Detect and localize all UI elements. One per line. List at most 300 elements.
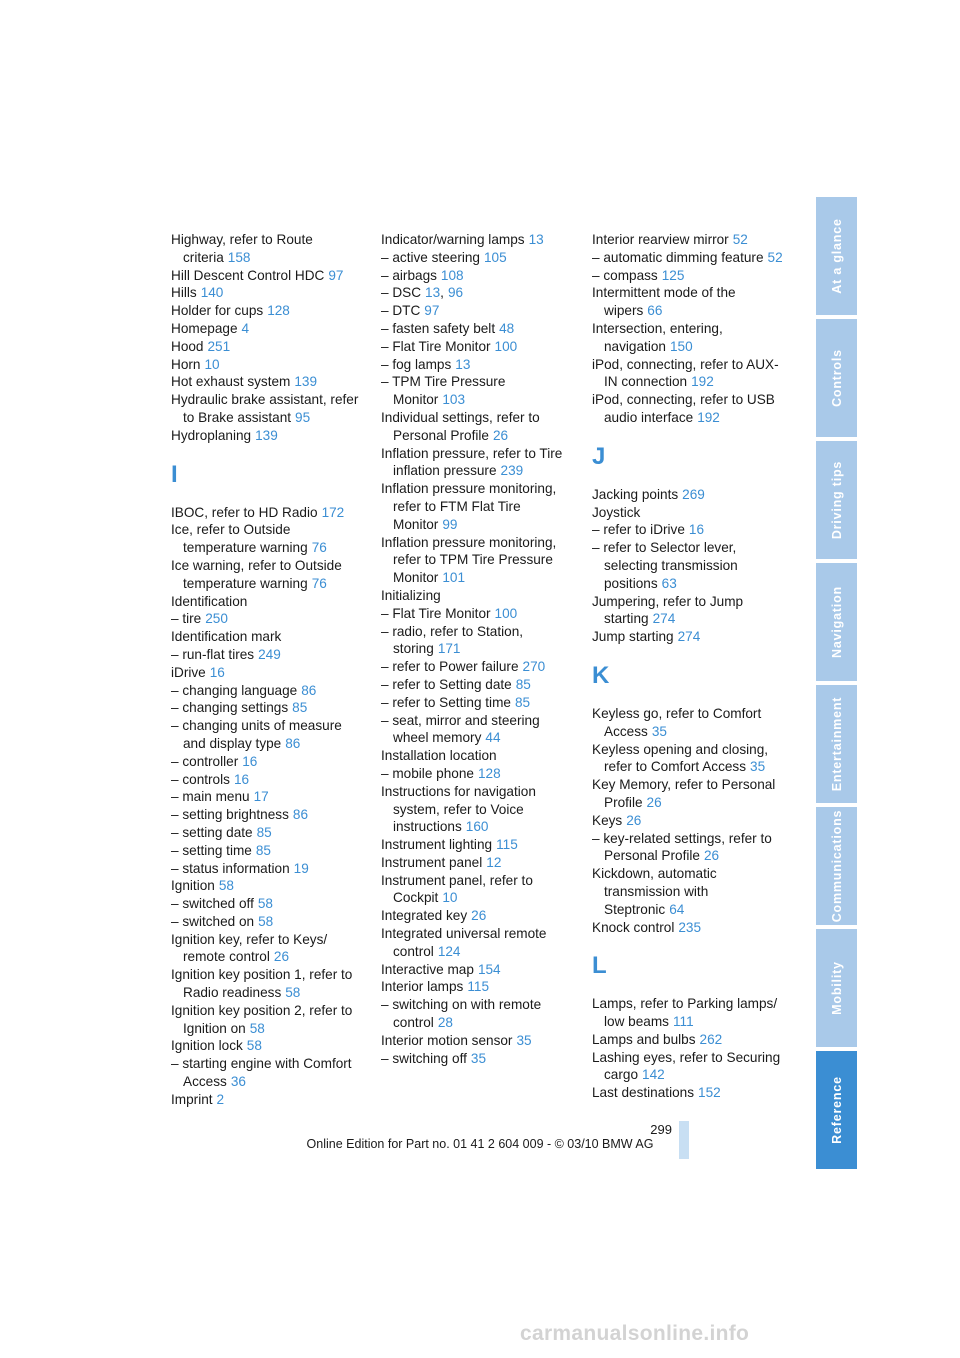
index-entry-text: IBOC, refer to HD Radio [171,504,318,520]
index-entry-text: Ignition [171,878,215,894]
index-entry [592,284,787,320]
index-entry [171,557,366,593]
page-reference-link[interactable]: 101 [442,570,466,586]
page-reference-link[interactable]: 100 [494,605,518,621]
index-entry [171,788,366,806]
index-entry [592,593,787,629]
index-entry-text: – status information [171,860,290,876]
page-reference-link[interactable]: 58 [249,1020,265,1036]
section-tab-label: Entertainment [829,696,844,792]
index-entry [171,338,366,356]
page-reference-link[interactable]: 13 [425,285,441,301]
index-entry-text: Jump starting [592,629,674,645]
page-reference-link[interactable]: 35 [516,1032,532,1048]
index-entry [381,925,576,961]
index-entry [171,231,366,267]
page-reference-link[interactable]: 28 [437,1015,453,1031]
index-entry-text: Interior rearview mirror [592,232,729,247]
index-entry [381,356,576,374]
index-entry [171,267,366,285]
index-entry-text: – controls [171,771,230,787]
index-entry-text: Interior motion sensor [381,1032,513,1048]
index-entry [171,628,366,646]
index-entry [381,961,576,979]
section-tab-navigation[interactable] [816,563,857,681]
index-entry [592,249,787,267]
index-entry [381,249,576,267]
page-reference-link[interactable]: 249 [258,646,281,662]
index-entry [381,783,576,836]
page-number: 299 [650,1122,672,1137]
index-entry-text: Interactive map [381,961,474,977]
index-entry-text: – key-related settings, refer to Personal Profile [592,830,772,864]
page-reference-link[interactable]: 17 [253,789,269,805]
index-entry-text: Instrument panel, refer to Cockpit [381,872,533,906]
page-reference-link[interactable]: 97 [424,303,440,319]
index-entry-text: – radio, refer to Station, storing [381,623,524,657]
index-entry-text: – setting date [171,824,253,840]
index-entry-text: Hydraulic brake assistant, refer to Brake assistant [171,392,359,425]
index-entry-text: Holder for cups [171,303,264,319]
index-entry [381,409,576,445]
page-reference-link[interactable]: 85 [292,700,308,716]
page-reference-link[interactable]: 95 [295,409,311,425]
index-entry [381,373,576,409]
page-reference-link[interactable]: 26 [492,427,509,443]
page-reference-link[interactable]: 35 [470,1050,487,1066]
page-reference-link[interactable]: 58 [246,1038,262,1054]
page-reference-link[interactable]: 44 [485,730,501,746]
page-reference-link[interactable]: 251 [207,338,231,354]
section-tab-label: Controls [829,349,844,407]
index-entry [592,504,787,522]
index-entry [171,717,366,753]
page-reference-link[interactable]: 269 [682,486,705,502]
index-entry [592,812,787,830]
page-reference-link[interactable]: 128 [267,303,290,319]
index-entry-text: – DSC [381,285,422,301]
index-entry [381,623,576,659]
index-entry [381,1032,576,1050]
index-entry-text: – compass [592,267,658,283]
index-entry-text: Lashing eyes, refer to Securing cargo [592,1049,781,1083]
index-entry-text: Hill Descent Control HDC [171,267,325,283]
page-reference-link[interactable]: 262 [699,1031,723,1047]
index-entry [381,480,576,533]
page-reference-link[interactable]: 235 [678,919,702,935]
index-entry-text: Knock control [592,919,675,935]
index-entry-text: Jacking points [592,486,679,502]
index-entry [381,765,576,783]
index-entry [381,1050,576,1068]
page-reference-link[interactable]: 270 [522,659,546,675]
index-entry-text: Installation location [381,748,497,764]
index-entry [171,610,366,628]
index-entry [592,1049,787,1085]
page-reference-link[interactable]: 239 [500,463,524,479]
index-entry-text: – seat, mirror and steering wheel memory [381,712,540,746]
section-tab-label: Driving tips [829,460,844,540]
page-reference-link[interactable]: 100 [494,338,518,354]
section-tab-sidebar [816,197,857,1173]
index-entry-text: – main menu [171,789,250,805]
section-tab-label: Mobility [829,961,844,1015]
page-reference-link[interactable]: 105 [484,249,507,265]
page-reference-link[interactable]: 152 [698,1085,721,1101]
index-entry-text: Integrated key [381,908,468,924]
section-tab-mobility[interactable] [816,929,857,1047]
page-reference-link[interactable]: 4 [241,320,250,336]
index-entry-text: – setting time [171,842,252,858]
index-entry-text: – TPM Tire Pressure Monitor [381,374,506,408]
index-entry [592,486,787,504]
index-entry-text: – refer to iDrive [592,522,685,538]
index-entry-text: Keyless opening and closing, refer to Comfort Access [592,741,769,775]
index-entry-text: Instructions for navigation system, refer to Voice instructions [381,783,536,835]
index-entry-text: – setting brightness [171,807,289,823]
index-entry-text: – Flat Tire Monitor [381,338,491,354]
page-reference-link[interactable]: 66 [647,303,663,319]
index-entry-text: Initializing [381,587,441,603]
page-reference-link[interactable]: 140 [200,285,224,301]
index-entry-text: Key Memory, refer to Personal Profile [592,777,776,810]
index-entry [171,860,366,878]
index-entry-text: – starting engine with Comfort Access [171,1056,352,1090]
index-column-2 [381,231,576,1067]
page-reference-link[interactable]: 58 [285,985,301,1001]
page-reference-link[interactable]: 85 [515,676,531,692]
index-entry [171,1091,366,1109]
index-entry-text: – refer to Selector lever, selecting transmission positions [592,540,738,591]
index-entry [381,872,576,908]
index-entry-text: Keys [592,812,623,828]
index-entry [171,913,366,931]
index-entry [171,391,366,427]
index-entry-text: Jumpering, refer to Jump starting [592,593,744,627]
page-reference-link[interactable]: 58 [257,896,273,912]
page-reference-link[interactable]: 125 [661,267,685,283]
page-reference-link[interactable]: 192 [691,374,714,390]
page-reference-link[interactable]: 48 [499,320,515,336]
index-entry [592,628,787,646]
index-entry [381,445,576,481]
index-entry [171,373,366,391]
page-reference-link[interactable]: 171 [437,641,461,657]
index-entry [171,593,366,611]
index-entry [592,995,787,1031]
index-entry-text: Last destinations [592,1085,695,1101]
index-entry-text: – Flat Tire Monitor [381,605,491,621]
page-reference-link[interactable]: 16 [233,771,250,787]
index-entry [381,747,576,765]
index-entry-text: – switched on [171,913,255,929]
section-tab-label: Navigation [829,586,844,658]
index-entry [171,824,366,842]
index-entry-text: – DTC [381,303,421,319]
index-entry-text: Lamps and bulbs [592,1031,696,1047]
index-entry [381,836,576,854]
page-reference-link[interactable]: 97 [328,267,344,283]
index-entry-text: – fasten safety belt [381,320,496,336]
index-entry [381,676,576,694]
index-entry-text: Interior lamps [381,979,464,995]
page-reference-link[interactable]: 26 [471,908,487,924]
page-reference-link[interactable]: 172 [321,504,345,520]
index-entry-text: Ignition key position 2, refer to Ignition on [171,1002,353,1036]
page-reference-link[interactable]: 150 [669,338,693,354]
watermark: carmanualsonline.info [520,1322,750,1345]
index-entry [592,741,787,777]
index-entry-text: – refer to Setting date [381,676,512,692]
index-entry [171,895,366,913]
index-entry-text: Ignition lock [171,1038,243,1054]
index-entry-text: Identification mark [171,629,282,645]
page-reference-link[interactable]: 274 [652,611,676,627]
index-entry [381,231,576,249]
page-reference-link[interactable]: 26 [626,812,642,828]
page-reference-link[interactable]: 139 [294,374,318,390]
index-entry [171,646,366,664]
index-entry-text: Ignition key, refer to Keys/ remote control [171,931,328,965]
index-entry-text: iPod, connecting, refer to USB audio interface [592,392,775,425]
section-letter: L [592,952,607,980]
page-reference-link[interactable]: 86 [292,807,309,823]
index-entry [592,521,787,539]
index-entry [171,699,366,717]
index-entry [171,771,366,789]
index-entry-text: – changing language [171,682,298,698]
index-entry-text: Indicator/warning lamps [381,232,525,247]
index-entry-text: Homepage [171,320,238,336]
index-column-3 [592,231,787,1102]
index-entry-text: Keyless go, refer to Comfort Access [592,705,762,739]
page-reference-link[interactable]: 128 [477,765,501,781]
page-reference-link[interactable]: 86 [301,682,317,698]
page-reference-link[interactable]: 16 [242,753,258,769]
section-tab-entertainment[interactable] [816,685,857,803]
index-entry [171,753,366,771]
page-reference-link[interactable]: 36 [230,1074,246,1090]
index-entry-text: Integrated universal remote control [381,926,547,959]
index-entry-text: Highway, refer to Route criteria [171,232,313,265]
section-tab-reference[interactable] [816,1051,857,1169]
index-entry [381,267,576,285]
index-entry [171,664,366,682]
index-entry-text: – changing units of measure and display type [171,718,342,751]
index-entry [592,705,787,741]
index-entry [381,854,576,872]
index-entry-text: – mobile phone [381,765,474,781]
index-entry-text: Instrument lighting [381,837,493,853]
index-entry-text: Hills [171,285,197,301]
index-entry-text: Intersection, entering, navigation [592,320,723,354]
page-reference-link[interactable]: 13 [455,356,471,372]
page-reference-link[interactable]: 64 [669,901,685,917]
index-entry [171,842,366,860]
page-reference-link[interactable]: 58 [258,913,274,929]
index-entry-text: – controller [171,753,239,769]
index-entry [171,1055,366,1091]
index-entry [592,231,787,249]
index-entry-text: Kickdown, automatic transmission with Steptronic [592,866,717,917]
index-entry-text: – changing settings [171,700,289,716]
section-tab-driving-tips[interactable] [816,441,857,559]
index-entry [171,356,366,374]
page-reference-link[interactable]: 85 [514,694,531,710]
index-entry [592,1084,787,1102]
index-entry-text: – switching off [381,1050,467,1066]
page-reference-link[interactable]: 142 [642,1067,665,1083]
footer-edition-note: Online Edition for Part no. 01 41 2 604 009 - © 03/10 BMW AG [306,1137,654,1151]
index-entry [592,539,787,592]
index-entry [381,996,576,1032]
index-entry [592,267,787,285]
page-reference-link[interactable]: 63 [661,575,677,591]
index-entry [381,587,576,605]
page-reference-link[interactable]: 52 [732,232,748,247]
index-entry [171,1037,366,1055]
index-entry-text: – switched off [171,896,254,912]
page-reference-link[interactable]: 108 [440,267,464,283]
index-entry [171,521,366,557]
index-entry [171,877,366,895]
index-entry [171,806,366,824]
index-entry-text: Inflation pressure monitoring, refer to TPM Tire Pressure Monitor [381,534,557,586]
page-reference-link[interactable]: 103 [442,392,466,408]
index-entry [381,605,576,623]
section-letter: K [592,661,610,689]
page-reference-link[interactable]: 16 [209,664,225,680]
page-reference-link[interactable]: 124 [437,943,461,959]
index-entry-text: – refer to Power failure [381,659,519,675]
index-entry [171,320,366,338]
page-reference-link[interactable]: 58 [218,878,234,894]
index-entry [592,830,787,866]
index-entry-text: Ice, refer to Outside temperature warning [171,522,308,556]
index-entry [381,534,576,587]
index-entry [171,966,366,1002]
page-reference-link[interactable]: 192 [697,409,720,425]
index-entry [381,712,576,748]
index-entry-text: Inflation pressure, refer to Tire inflation pressure [381,445,563,479]
index-entry-text: – active steering [381,249,480,265]
index-entry [592,776,787,812]
index-entry [171,284,366,302]
page-reference-link[interactable]: 111 [672,1014,694,1030]
index-entry-text: – run-flat tires [171,646,255,662]
page-reference-link[interactable]: 35 [750,759,766,775]
index-entry-text: Hydroplaning [171,427,252,443]
index-entry-text: Identification [171,593,248,609]
index-entry-text: – tire [171,611,202,627]
section-tab-communications[interactable] [816,807,857,925]
index-entry-text: Instrument panel [381,854,483,870]
index-entry [592,865,787,918]
section-tab-controls[interactable] [816,319,857,437]
index-entry-text: – fog lamps [381,356,452,372]
index-entry: – DSC 13, 96 [381,285,464,301]
page-reference-link[interactable]: 158 [227,249,251,265]
page-reference-link[interactable]: 26 [273,949,290,965]
page-reference-link[interactable]: 85 [255,842,271,858]
page-reference-link[interactable]: 250 [205,611,228,627]
index-entry [171,931,366,967]
index-entry [592,919,787,937]
page-reference-link[interactable]: 85 [256,824,272,840]
page-reference-link[interactable]: 26 [646,794,662,810]
section-letter: J [592,442,606,470]
page-reference-link[interactable]: 10 [204,356,220,372]
section-tab-at-a-glance[interactable] [816,197,857,315]
page-reference-link[interactable]: 115 [467,979,490,995]
page-reference-link[interactable]: 26 [703,848,720,864]
index-column-1 [171,231,366,1109]
index-entry-text: iDrive [171,664,206,680]
index-entry-text: – automatic dimming feature [592,249,764,265]
index-entry [592,320,787,356]
index-entry-text: Ice warning, refer to Outside temperature warning [171,557,342,591]
index-entry [171,427,366,445]
page-reference-link[interactable]: 2 [216,1091,225,1107]
page-reference-link[interactable]: 96 [447,285,464,301]
index-entry [592,391,787,427]
index-entry-text: Lamps, refer to Parking lamps/ low beams [592,996,778,1030]
index-entry-text: Imprint [171,1091,213,1107]
page-reference-link[interactable]: 154 [477,961,501,977]
page-reference-link[interactable]: 10 [442,890,458,906]
page-reference-link[interactable]: 99 [442,516,458,532]
index-entry [381,338,576,356]
page-reference-link[interactable]: 19 [293,860,309,876]
index-entry-text: – switching on with remote control [381,997,542,1031]
page-reference-link[interactable]: 35 [651,723,667,739]
index-entry [171,1002,366,1038]
index-entry-text: – refer to Setting time [381,694,511,710]
page-reference-link[interactable]: 139 [255,427,278,443]
index-entry [171,504,366,522]
page-reference-link[interactable]: 52 [767,249,783,265]
index-entry [381,978,576,996]
index-entry [592,356,787,392]
page-reference-link[interactable]: 115 [496,837,518,853]
page-reference-link[interactable]: 76 [311,575,327,591]
index-entry-text: Inflation pressure monitoring, refer to FTM Flat Tire Monitor [381,481,557,532]
index-entry-text: Intermittent mode of the wipers [592,285,736,319]
index-entry-text: Ignition key position 1, refer to Radio readiness [171,967,353,1001]
page-reference-link[interactable]: 76 [311,540,327,556]
page-reference-link[interactable]: 12 [486,854,502,870]
index-entry-text: Hot exhaust system [171,374,291,390]
index-entry-text: Joystick [592,504,641,520]
index-entry [171,302,366,320]
page-reference-link[interactable]: 13 [528,232,544,247]
index-entry [381,658,576,676]
page-reference-link[interactable]: 16 [688,522,705,538]
index-entry [381,320,576,338]
index-entry [171,682,366,700]
index-entry [381,302,576,320]
page-reference-link[interactable]: 86 [285,735,301,751]
index-entry-text: – airbags [381,267,437,283]
index-entry-text: Individual settings, refer to Personal Profile [381,409,540,443]
page-reference-link[interactable]: 274 [677,629,701,645]
index-entry-text: iPod, connecting, refer to AUX-IN connection [592,356,779,390]
page-reference-link[interactable]: 160 [465,819,489,835]
section-tab-label: Communications [829,809,844,923]
section-tab-label: Reference [829,1076,844,1144]
index-entry [381,907,576,925]
index-entry [381,694,576,712]
